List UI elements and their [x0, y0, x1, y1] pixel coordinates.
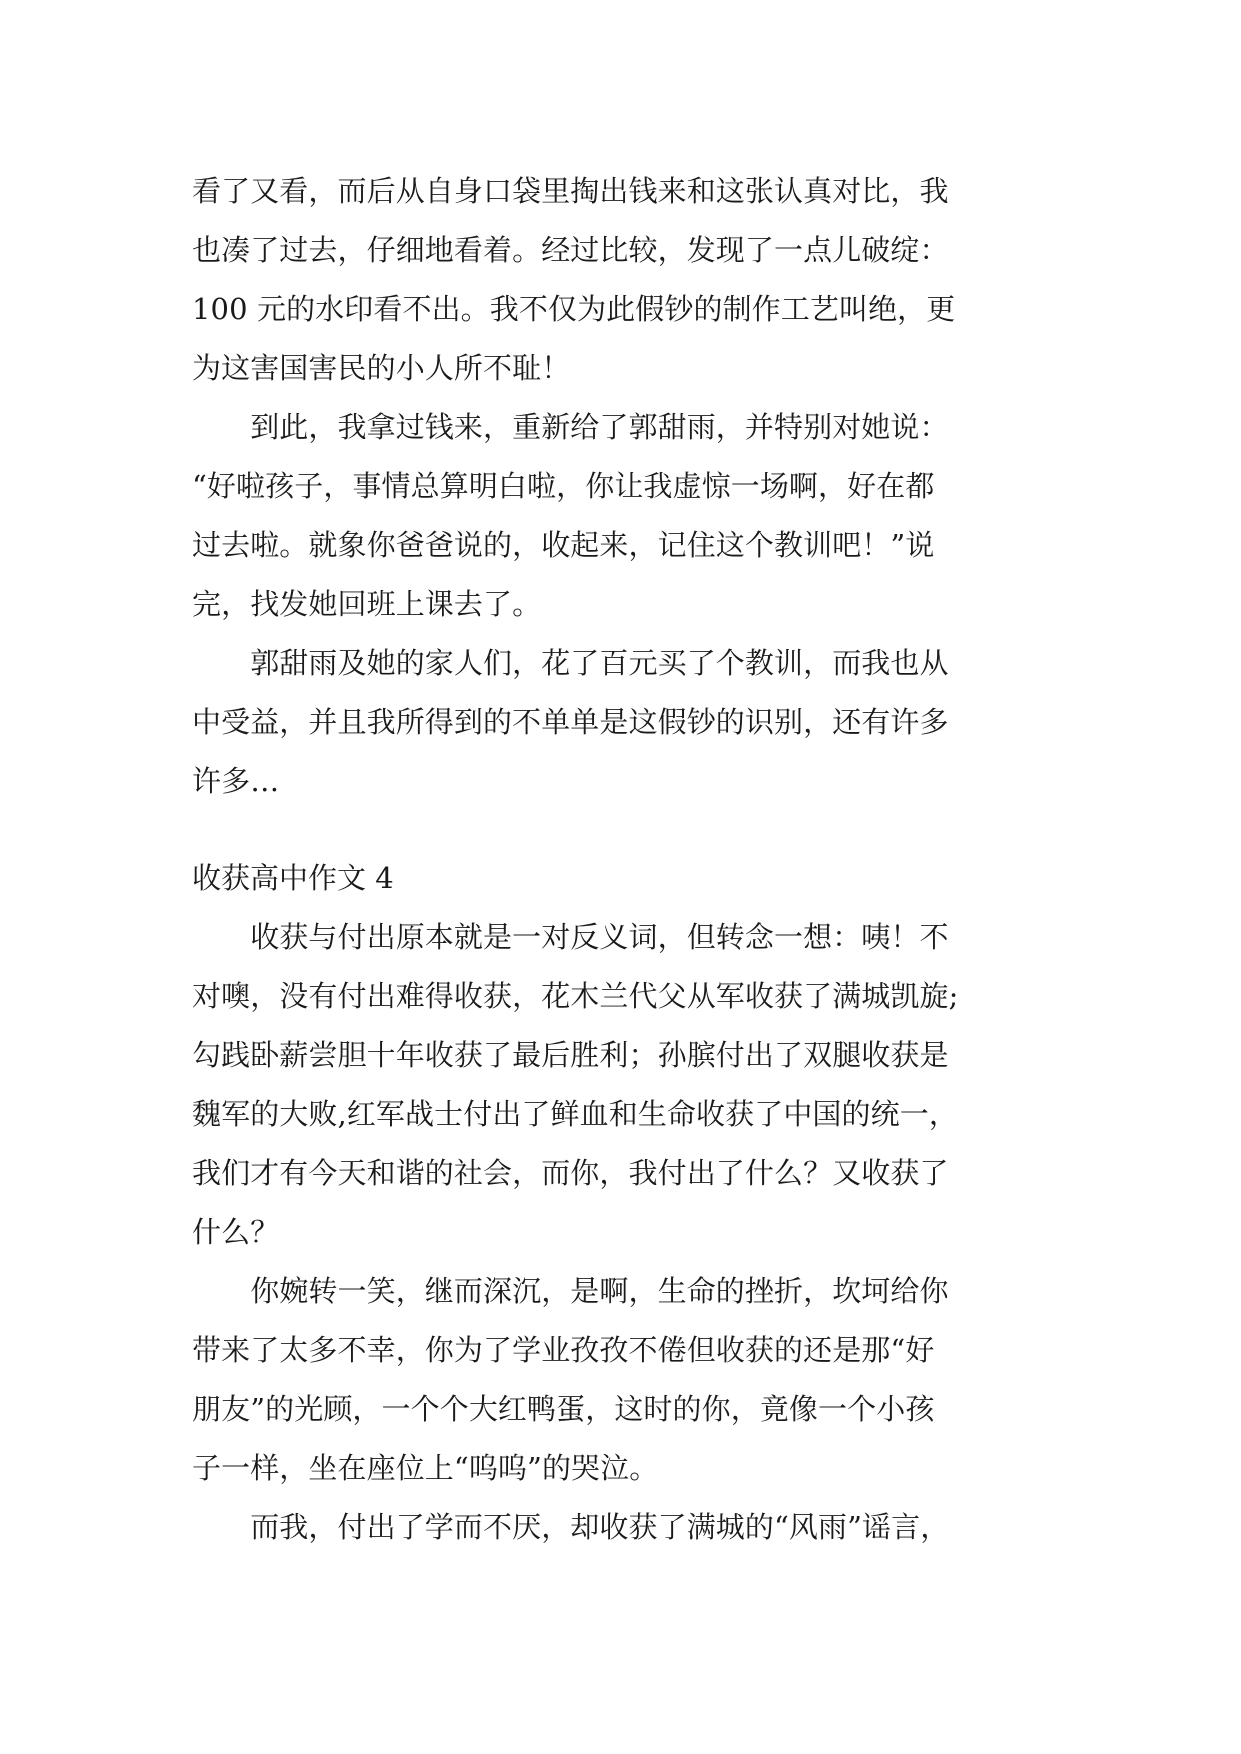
text-line: 什么？ — [192, 1215, 280, 1249]
text-line: 到此，我拿过钱来，重新给了郭甜雨，并特别对她说： — [192, 410, 949, 444]
text-line: 也凑了过去，仔细地看着。经过比较，发现了一点儿破绽： — [192, 233, 949, 267]
text-line: 看了又看，而后从自身口袋里掏出钱来和这张认真对比，我 — [192, 174, 949, 208]
text-line: 子一样，坐在座位上“呜呜”的哭泣。 — [192, 1451, 659, 1485]
text-line: 带来了太多不幸，你为了学业孜孜不倦但收获的还是那“好 — [192, 1333, 935, 1367]
text-line: 我们才有今天和谐的社会，而你，我付出了什么？又收获了 — [192, 1156, 949, 1190]
text-line: 而我，付出了学而不厌，却收获了满城的“风雨”谣言， — [192, 1510, 950, 1544]
paragraph-4 — [192, 908, 1054, 1262]
document-page — [192, 162, 1054, 1557]
paragraph-5 — [192, 1262, 1054, 1498]
paragraph-1 — [192, 162, 1054, 398]
section-spacer — [192, 811, 1054, 849]
text-line: 你婉转一笑，继而深沉，是啊，生命的挫折，坎坷给你 — [192, 1274, 949, 1308]
text-line: 收获与付出原本就是一对反义词，但转念一想：咦！不 — [192, 920, 949, 954]
text-line: 过去啦。就象你爸爸说的，收起来，记住这个教训吧！”说 — [192, 528, 935, 562]
text-line: 许多… — [192, 764, 280, 798]
text-line: 100 元的水印看不出。我不仅为此假钞的制作工艺叫绝，更 — [192, 292, 956, 326]
text-line: 勾践卧薪尝胆十年收获了最后胜利；孙膑付出了双腿收获是 — [192, 1038, 949, 1072]
text-line: 中受益，并且我所得到的不单单是这假钞的识别，还有许多 — [192, 705, 949, 739]
text-line: 为这害国害民的小人所不耻！ — [192, 351, 571, 385]
paragraph-3 — [192, 634, 1054, 811]
text-line: 魏军的大败,红军战士付出了鲜血和生命收获了中国的统一， — [192, 1097, 958, 1131]
section-heading: 收获高中作文 4 — [192, 861, 394, 895]
text-line: 朋友”的光顾，一个个大红鸭蛋，这时的你，竟像一个小孩 — [192, 1392, 935, 1426]
text-line: “好啦孩子，事情总算明白啦，你让我虚惊一场啊，好在都 — [192, 469, 935, 503]
text-line: 完，找发她回班上课去了。 — [192, 587, 542, 621]
paragraph-2 — [192, 398, 1054, 634]
paragraph-6 — [192, 1498, 1054, 1557]
text-line: 对噢，没有付出难得收获，花木兰代父从军收获了满城凯旋; — [192, 979, 959, 1013]
text-line: 郭甜雨及她的家人们，花了百元买了个教训，而我也从 — [192, 646, 949, 680]
